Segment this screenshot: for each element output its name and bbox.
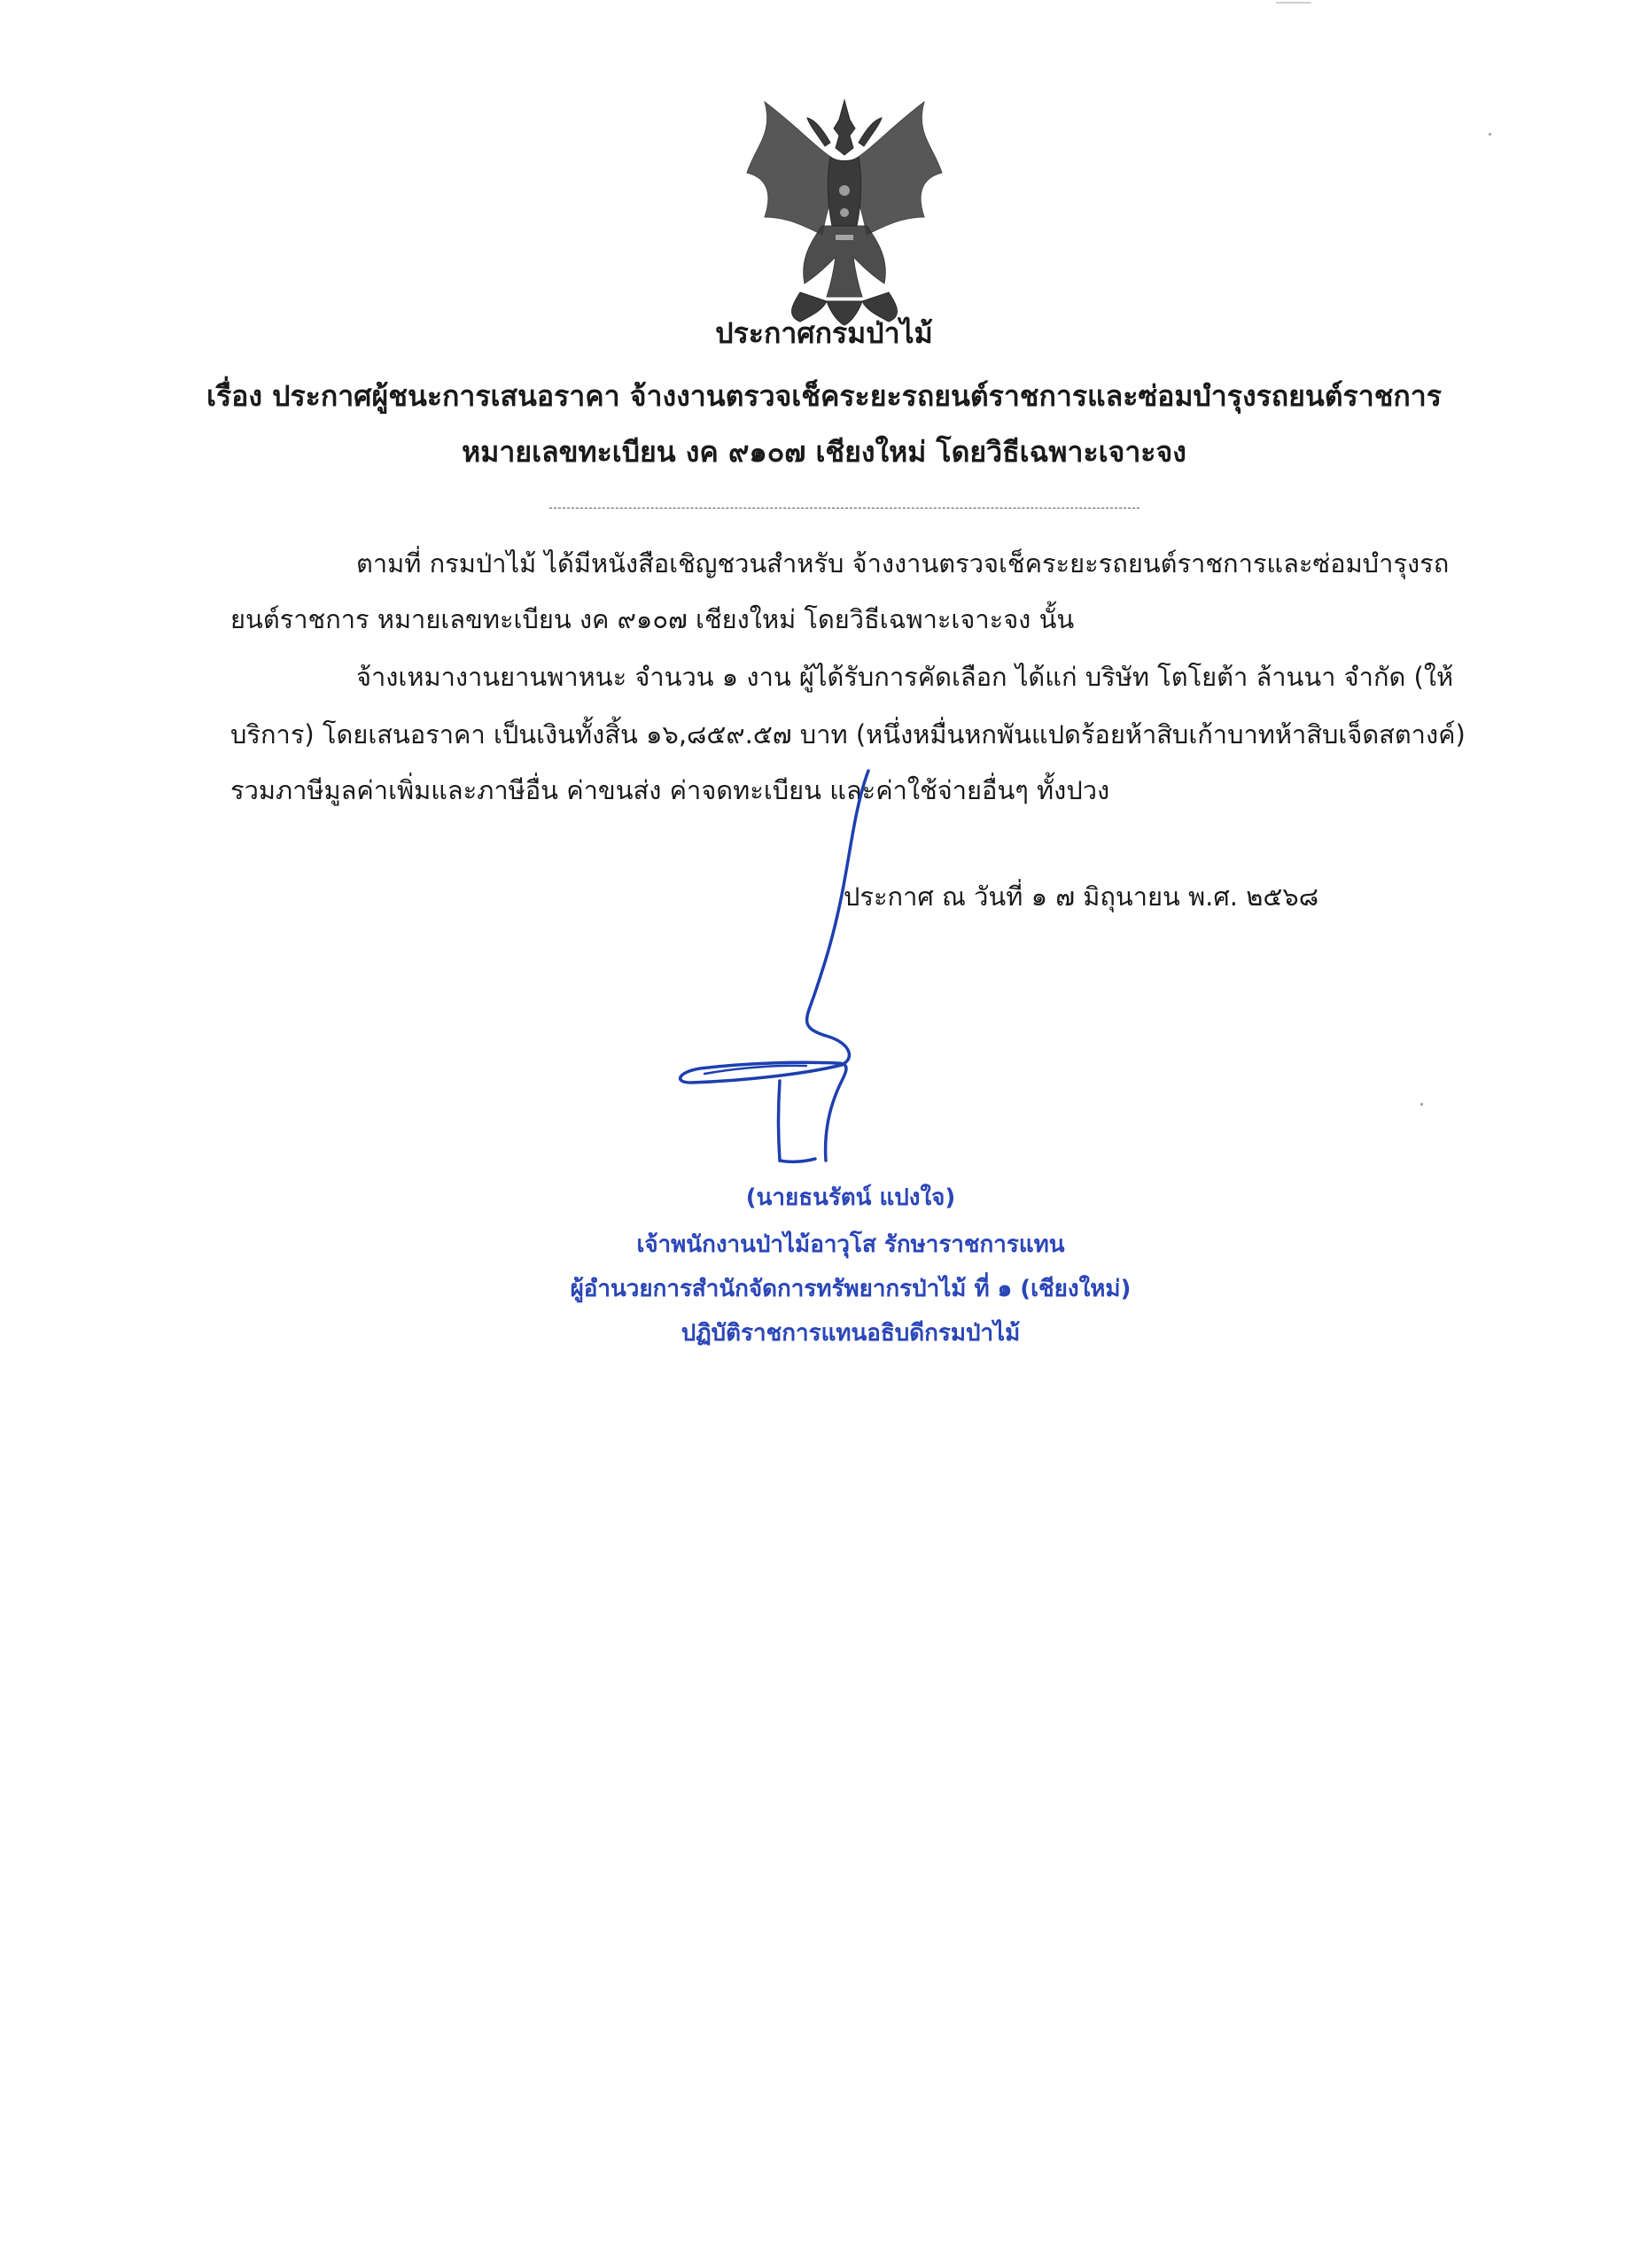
paragraph-2-line-2: บริการ) โดยเสนอราคา เป็นเงินทั้งสิ้น ๑๖,๘๕๙.๕๗ บาท (หนึ่งหมื่นหกพันแปดร้อยห้าสิบเก้าบาทห้าสิบเจ็ดสตางค์) bbox=[230, 719, 1466, 750]
scan-speck bbox=[1420, 1103, 1423, 1106]
document-title: ประกาศกรมป่าไม้ bbox=[715, 316, 933, 350]
paragraph-2-line-1: จ้างเหมางานยานพาหนะ จำนวน ๑ งาน ผู้ได้รับการคัดเลือก ได้แก่ บริษัท โตโยต้า ล้านนา จำกัด (ให้ bbox=[356, 662, 1454, 692]
announcement-date: ประกาศ ณ วันที่ ๑ ๗ มิถุนายน พ.ศ. ๒๕๖๘ bbox=[844, 882, 1319, 912]
paragraph-2-line-3: รวมภาษีมูลค่าเพิ่มและภาษีอื่น ค่าขนส่ง ค่าจดทะเบียน และค่าใช้จ่ายอื่นๆ ทั้งปวง bbox=[230, 775, 1110, 805]
paragraph-1-line-2: ยนต์ราชการ หมายเลขทะเบียน งค ๙๑๐๗ เชียงใหม่ โดยวิธีเฉพาะเจาะจง นั้น bbox=[230, 604, 1075, 634]
paragraph-1-line-1: ตามที่ กรมป่าไม้ ได้มีหนังสือเชิญชวนสำหรับ จ้างงานตรวจเช็คระยะรถยนต์ราชการและซ่อมบำรุงรถ bbox=[356, 548, 1450, 579]
scan-speck bbox=[1276, 2, 1311, 4]
signatory-position-3: ปฏิบัติราชการแทนอธิบดีกรมป่าไม้ bbox=[681, 1320, 1021, 1347]
signatory-name: (นายธนรัตน์ แปงใจ) bbox=[745, 1184, 956, 1211]
subject-line-2: หมายเลขทะเบียน งค ๙๑๐๗ เชียงใหม่ โดยวิธีเฉพาะเจาะจง bbox=[462, 435, 1186, 469]
signatory-position-1: เจ้าพนักงานป่าไม้อาวุโส รักษาราชการแทน bbox=[636, 1231, 1065, 1258]
signatory-position-2: ผู้อำนวยการสำนักจัดการทรัพยากรป่าไม้ ที่ ๑ (เชียงใหม่) bbox=[570, 1276, 1132, 1302]
title-divider bbox=[549, 508, 1140, 509]
handwritten-signature bbox=[673, 753, 922, 1178]
garuda-emblem-icon bbox=[738, 93, 951, 328]
subject-line-1: เรื่อง ประกาศผู้ชนะการเสนอราคา จ้างงานตรวจเช็คระยะรถยนต์ราชการและซ่อมบำรุงรถยนต์ราชการ bbox=[206, 379, 1442, 413]
scan-speck bbox=[1489, 133, 1491, 136]
